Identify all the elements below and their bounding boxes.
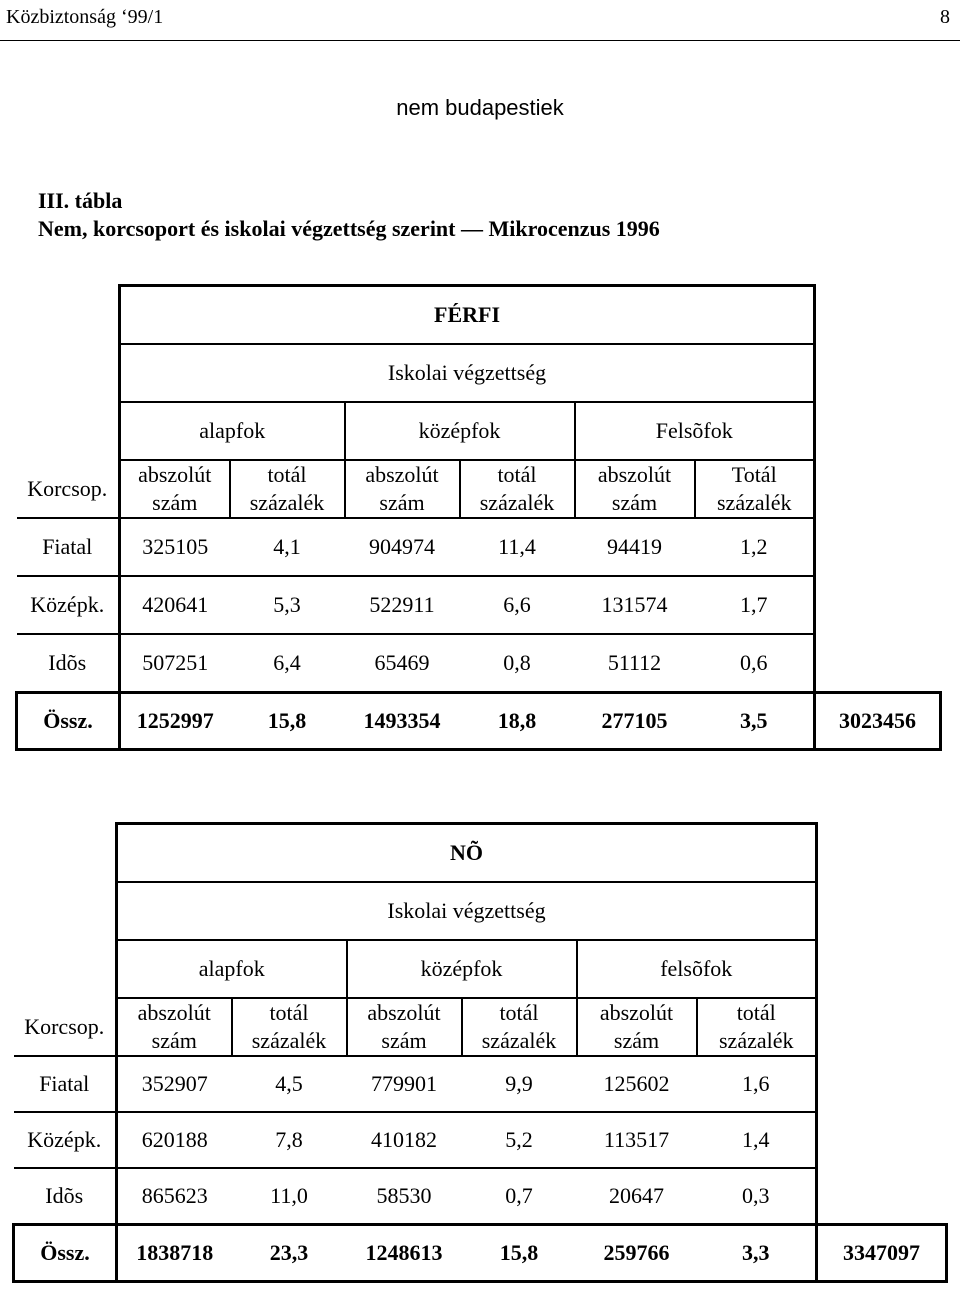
table-cell: 1,4 [697, 1112, 817, 1168]
ferfi-column-header: Totál százalék [695, 460, 815, 518]
total-cell: 15,8 [462, 1225, 577, 1282]
total-cell: 18,8 [460, 693, 575, 750]
table-cell: 1,2 [695, 518, 815, 576]
table-cell: 7,8 [232, 1112, 347, 1168]
table-cell: 0,3 [697, 1168, 817, 1225]
no-education-label: Iskolai végzettség [117, 882, 817, 940]
table-cell: 420641 [120, 576, 230, 634]
age-group-label: Középk. [17, 576, 120, 634]
grand-total: 3023456 [815, 693, 941, 750]
table-cell: 1,7 [695, 576, 815, 634]
ferfi-title: FÉRFI [120, 286, 815, 345]
table-cell: 51112 [575, 634, 695, 693]
table-cell: 6,4 [230, 634, 345, 693]
table-cell: 11,4 [460, 518, 575, 576]
no-column-header: totál százalék [232, 998, 347, 1056]
table-cell: 1,6 [697, 1056, 817, 1112]
grand-total: 3347097 [817, 1225, 947, 1282]
journal-title: Közbiztonság ‘99/1 [6, 6, 164, 28]
no-group-felsofok: felsõfok [577, 940, 817, 998]
table-row [17, 576, 941, 634]
no-column-header: Korcsop. [14, 998, 117, 1056]
total-cell: 1838718 [117, 1225, 232, 1282]
total-cell: 1248613 [347, 1225, 462, 1282]
total-cell: 277105 [575, 693, 695, 750]
table-number: III. tábla [38, 188, 123, 213]
ferfi-group-felsofok: Felsõfok [575, 402, 815, 460]
ferfi-column-header: abszolút szám [120, 460, 230, 518]
table-cell: 94419 [575, 518, 695, 576]
total-label: Össz. [14, 1225, 117, 1282]
ferfi-table [15, 284, 942, 751]
table-cell: 65469 [345, 634, 460, 693]
table-cell: 113517 [577, 1112, 697, 1168]
table-cell: 0,7 [462, 1168, 577, 1225]
ferfi-column-header: totál százalék [460, 460, 575, 518]
table-cell: 6,6 [460, 576, 575, 634]
ferfi-education-label: Iskolai végzettség [120, 344, 815, 402]
table-cell: 904974 [345, 518, 460, 576]
no-group-alapfok: alapfok [117, 940, 347, 998]
total-row [14, 1225, 947, 1282]
ferfi-group-kozepfok: középfok [345, 402, 575, 460]
page-number: 8 [940, 6, 950, 28]
table-cell: 865623 [117, 1168, 232, 1225]
age-group-label: Középk. [14, 1112, 117, 1168]
no-column-header: abszolút szám [117, 998, 232, 1056]
total-cell: 23,3 [232, 1225, 347, 1282]
total-cell: 15,8 [230, 693, 345, 750]
table-row [17, 518, 941, 576]
total-row [17, 693, 941, 750]
table-cell: 5,3 [230, 576, 345, 634]
section-subtitle: nem budapestiek [396, 95, 564, 120]
table-cell: 4,1 [230, 518, 345, 576]
table-row [14, 1112, 947, 1168]
page-header [0, 0, 960, 41]
no-column-header: abszolút szám [347, 998, 462, 1056]
table-cell: 410182 [347, 1112, 462, 1168]
table-cell: 522911 [345, 576, 460, 634]
ferfi-column-header: abszolút szám [575, 460, 695, 518]
no-title: NÕ [117, 824, 817, 883]
table-row [14, 1056, 947, 1112]
ferfi-column-header: totál százalék [230, 460, 345, 518]
table-cell: 0,6 [695, 634, 815, 693]
table-title [38, 187, 660, 243]
total-cell: 3,5 [695, 693, 815, 750]
table-cell: 779901 [347, 1056, 462, 1112]
table-cell: 11,0 [232, 1168, 347, 1225]
table-caption: Nem, korcsoport és iskolai végzettség szerint — Mikrocenzus 1996 [38, 216, 660, 241]
age-group-label: Idõs [17, 634, 120, 693]
table-cell: 5,2 [462, 1112, 577, 1168]
table-cell: 352907 [117, 1056, 232, 1112]
table-cell: 9,9 [462, 1056, 577, 1112]
age-group-label: Fiatal [14, 1056, 117, 1112]
table-cell: 4,5 [232, 1056, 347, 1112]
no-column-header: abszolút szám [577, 998, 697, 1056]
table-cell: 20647 [577, 1168, 697, 1225]
age-group-label: Idõs [14, 1168, 117, 1225]
table-row [17, 634, 941, 693]
age-group-label: Fiatal [17, 518, 120, 576]
table-cell: 620188 [117, 1112, 232, 1168]
table-cell: 125602 [577, 1056, 697, 1112]
total-cell: 1252997 [120, 693, 230, 750]
no-column-header: totál százalék [697, 998, 817, 1056]
ferfi-column-header: Korcsop. [17, 460, 120, 518]
table-cell: 58530 [347, 1168, 462, 1225]
total-label: Össz. [17, 693, 120, 750]
no-group-kozepfok: középfok [347, 940, 577, 998]
table-cell: 131574 [575, 576, 695, 634]
total-cell: 3,3 [697, 1225, 817, 1282]
table-cell: 325105 [120, 518, 230, 576]
table-cell: 507251 [120, 634, 230, 693]
total-cell: 259766 [577, 1225, 697, 1282]
no-column-header: totál százalék [462, 998, 577, 1056]
table-cell: 0,8 [460, 634, 575, 693]
ferfi-column-header: abszolút szám [345, 460, 460, 518]
no-table [12, 822, 948, 1283]
total-cell: 1493354 [345, 693, 460, 750]
table-row [14, 1168, 947, 1225]
ferfi-group-alapfok: alapfok [120, 402, 345, 460]
